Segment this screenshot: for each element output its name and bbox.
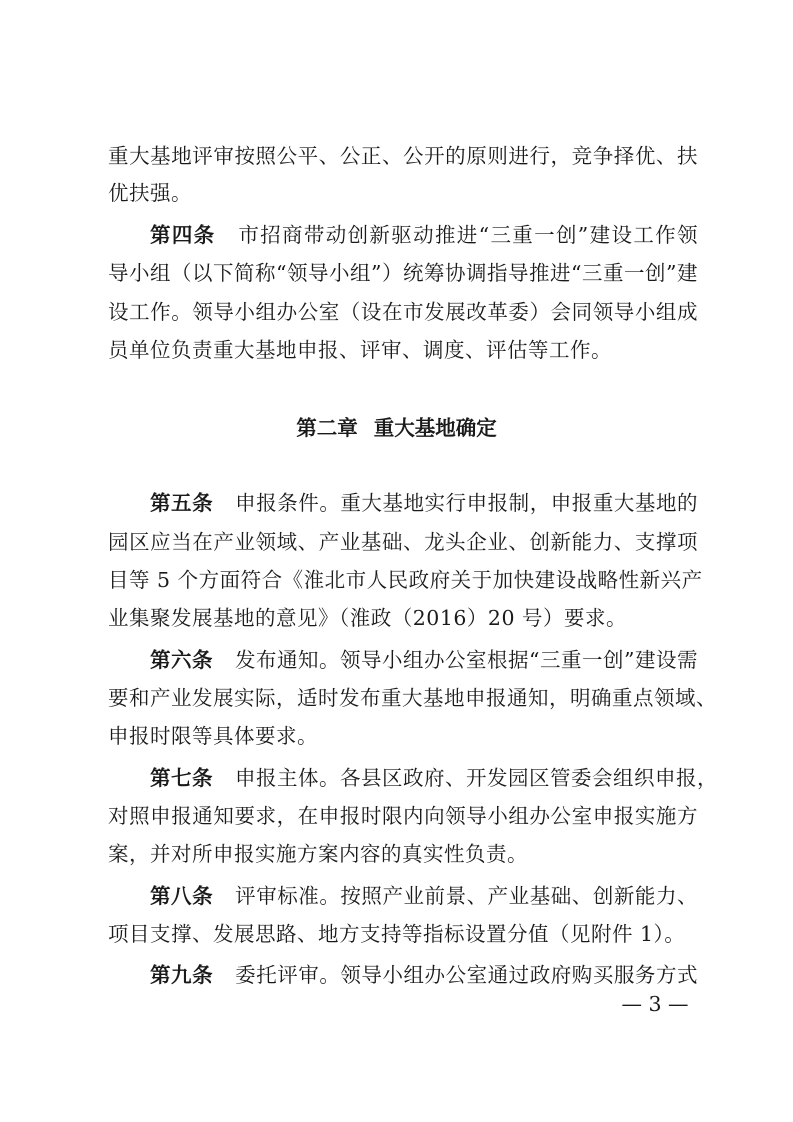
article-9-heading: 第九条 (150, 963, 214, 987)
article-8-text: 评审标准。按照产业前景、产业基础、创新能力、 (235, 884, 699, 908)
article-6-line-1 (150, 648, 698, 672)
article-9-line-1 (150, 963, 698, 987)
article-8-heading: 第八条 (150, 884, 214, 908)
chapter-number: 第二章 (296, 416, 358, 440)
article-6-text: 发布通知。领导小组办公室根据“三重一创”建设需 (235, 648, 699, 672)
paragraph-line: 优扶强。 (108, 181, 192, 205)
paragraph-line: 对照申报通知要求，在申报时限内向领导小组办公室申报实施方 (108, 804, 698, 828)
paragraph-line: 导小组（以下简称“领导小组”）统筹协调指导推进“三重一创”建 (108, 261, 698, 285)
article-4-heading: 第四条 (150, 223, 216, 247)
paragraph-line: 项目支撑、发展思路、地方支持等指标设置分值（见附件 1）。 (108, 922, 686, 946)
paragraph-line: 员单位负责重大基地申报、评审、调度、评估等工作。 (108, 338, 612, 362)
paragraph-line: 重大基地评审按照公平、公正、公开的原则进行，竞争择优、扶 (108, 144, 698, 168)
article-9-text: 委托评审。领导小组办公室通过政府购买服务方式 (235, 963, 699, 987)
article-5-line-1 (150, 491, 698, 515)
article-7-heading: 第七条 (150, 766, 213, 790)
article-7-text: 申报主体。各县区政府、开发园区管委会组织申报， (235, 766, 718, 790)
chapter-title: 重大基地确定 (373, 416, 497, 440)
paragraph-line: 要和产业发展实际，适时发布重大基地申报通知，明确重点领域、 (108, 686, 717, 710)
article-7-line-1 (150, 766, 718, 790)
paragraph-line: 案，并对所申报实施方案内容的真实性负责。 (108, 842, 528, 866)
article-6-heading: 第六条 (150, 648, 214, 672)
article-8-line-1 (150, 884, 698, 908)
article-5-heading: 第五条 (150, 491, 214, 515)
paragraph-line: 园区应当在产业领域、产业基础、龙头企业、创新能力、支撑项 (108, 530, 698, 554)
paragraph-line: 业集聚发展基地的意见》（淮政（2016）20 号）要求。 (108, 606, 628, 630)
article-5-text: 申报条件。重大基地实行申报制，申报重大基地的 (235, 491, 699, 515)
page-number: — 3 — (621, 992, 689, 1016)
article-4-line-1 (150, 223, 698, 247)
paragraph-line: 申报时限等具体要求。 (108, 724, 318, 748)
paragraph-line: 设工作。领导小组办公室（设在市发展改革委）会同领导小组成 (108, 300, 698, 324)
paragraph-line: 目等 5 个方面符合《淮北市人民政府关于加快建设战略性新兴产 (108, 568, 703, 592)
article-4-text: 市招商带动创新驱动推进“三重一创”建设工作领 (237, 223, 698, 247)
chapter-heading (0, 416, 793, 440)
